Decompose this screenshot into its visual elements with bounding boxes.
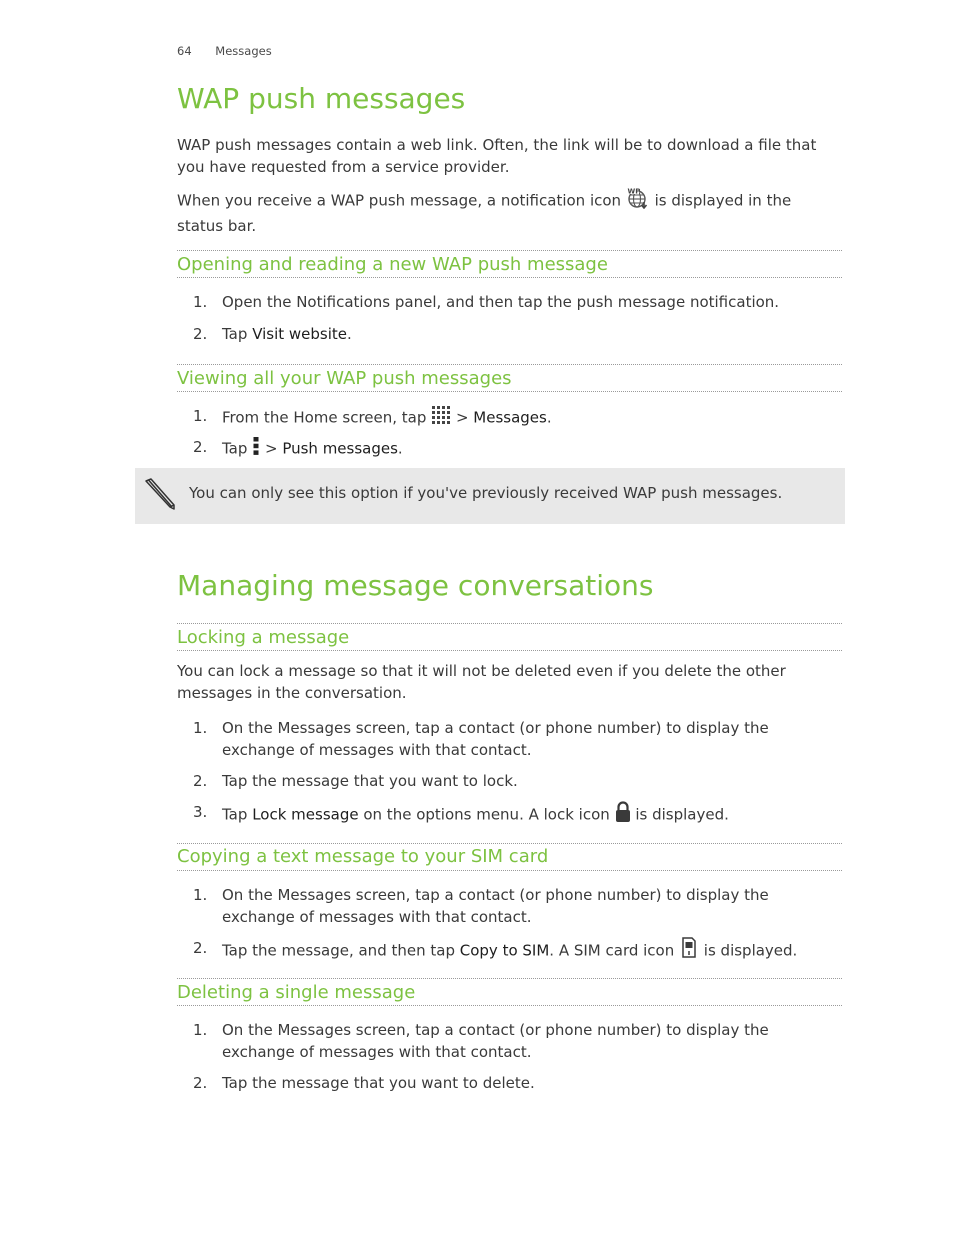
- lock-message-label: Lock message: [252, 805, 359, 824]
- section-name: Messages: [215, 44, 272, 58]
- step-text: [222, 801, 843, 829]
- step-text: On the Messages screen, tap a contact (or phone number) to display the exchange of messages with that contact.: [222, 719, 769, 759]
- page-number: 64: [177, 44, 192, 58]
- wap-notification-text-after: is displayed in the status bar.: [177, 191, 792, 235]
- step-text: Tap the message that you want to lock.: [222, 772, 518, 790]
- sim-card-icon: [679, 937, 699, 965]
- step-text: Tap the message that you want to delete.: [222, 1074, 535, 1092]
- divider: [177, 870, 842, 871]
- divider: [177, 978, 842, 979]
- step-text-part: Tap: [222, 805, 248, 824]
- step-text: [222, 323, 843, 345]
- divider: [177, 250, 842, 251]
- note-text: You can only see this option if you've previously received WAP push messages.: [189, 484, 783, 502]
- manage-section-title: Managing message conversations: [177, 569, 654, 602]
- step-text-part: .: [397, 439, 403, 458]
- step-text: Open the Notifications panel, and then tap the push message notification.: [222, 293, 780, 311]
- step-number: 3.: [193, 803, 208, 821]
- divider: [177, 650, 842, 651]
- svg-text:WP: WP: [627, 187, 641, 196]
- messages-label: Messages: [473, 408, 547, 427]
- overflow-menu-icon: [252, 436, 260, 462]
- step-number: 1.: [193, 886, 208, 904]
- step-text-part: is displayed.: [703, 941, 798, 960]
- wap-section-title: WAP push messages: [177, 82, 466, 115]
- list-item: [193, 291, 843, 313]
- step-text-part: . A SIM card icon: [549, 941, 675, 960]
- list-item: [193, 1072, 843, 1094]
- step-text-part: on the options menu. A lock icon: [363, 805, 610, 824]
- opening-heading: Opening and reading a new WAP push message: [177, 254, 608, 275]
- divider: [177, 1005, 842, 1006]
- step-number: 2.: [193, 438, 208, 456]
- viewing-heading: Viewing all your WAP push messages: [177, 368, 512, 389]
- pencil-note-icon: [143, 477, 177, 515]
- note-box: [135, 468, 845, 524]
- all-apps-grid-icon: [431, 405, 451, 431]
- step-text: On the Messages screen, tap a contact (or phone number) to display the exchange of messages with that contact.: [222, 1021, 769, 1061]
- step-number: 1.: [193, 407, 208, 425]
- divider: [177, 391, 842, 392]
- wap-notification-text-before: When you receive a WAP push message, a notification icon: [177, 191, 622, 210]
- step-text-part: Tap: [222, 325, 248, 343]
- copy-to-sim-label: Copy to SIM: [459, 941, 550, 960]
- list-item: [193, 770, 843, 792]
- step-number: 2.: [193, 325, 208, 343]
- list-item: [193, 323, 843, 345]
- wap-push-notification-icon: [626, 187, 650, 215]
- list-item: [193, 717, 843, 761]
- divider: [177, 843, 842, 844]
- push-messages-label: Push messages: [282, 439, 398, 458]
- divider: [177, 364, 842, 365]
- step-text-part: Tap: [222, 439, 248, 458]
- list-item: [193, 436, 843, 462]
- step-text: [222, 436, 843, 462]
- step-text-part: >: [264, 439, 283, 458]
- list-item: [193, 1019, 843, 1063]
- divider: [177, 277, 842, 278]
- page-header: [177, 44, 272, 58]
- list-item: [193, 405, 843, 431]
- wap-notification-paragraph: [177, 187, 842, 237]
- step-text: On the Messages screen, tap a contact (or phone number) to display the exchange of messages with that contact.: [222, 886, 769, 926]
- list-item: [193, 884, 843, 928]
- list-item: [193, 801, 843, 829]
- locking-heading: Locking a message: [177, 627, 350, 648]
- step-number: 2.: [193, 1074, 208, 1092]
- step-text-part: is displayed.: [635, 805, 729, 824]
- step-text-part: From the Home screen, tap: [222, 408, 427, 427]
- copying-heading: Copying a text message to your SIM card: [177, 846, 549, 867]
- step-number: 2.: [193, 772, 208, 790]
- lock-icon: [615, 801, 631, 829]
- step-number: 1.: [193, 719, 208, 737]
- deleting-heading: Deleting a single message: [177, 982, 416, 1003]
- wap-intro-paragraph: WAP push messages contain a web link. Often, the link will be to download a file that you have requested from a service provider.: [177, 136, 817, 176]
- step-text: [222, 405, 843, 431]
- step-text-part: .: [347, 325, 352, 343]
- visit-website-label: Visit website: [252, 325, 348, 343]
- step-number: 1.: [193, 293, 208, 311]
- step-text: [222, 937, 843, 965]
- locking-intro: You can lock a message so that it will not be deleted even if you delete the other messages in the conversation.: [177, 662, 786, 702]
- step-number: 1.: [193, 1021, 208, 1039]
- step-text-part: .: [546, 408, 552, 427]
- step-text-part: Tap the message, and then tap: [222, 941, 455, 960]
- step-text-part: >: [455, 408, 474, 427]
- divider: [177, 623, 842, 624]
- list-item: [193, 937, 843, 965]
- step-number: 2.: [193, 939, 208, 957]
